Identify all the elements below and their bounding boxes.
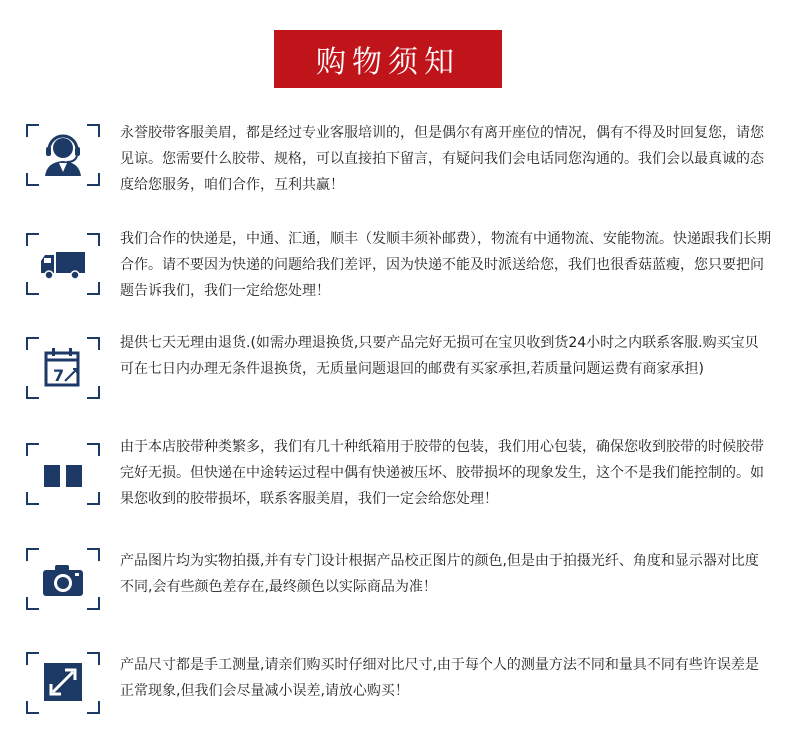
notice-text: 产品图片均为实物拍摄,并有专门设计根据产品校正图片的颜色,但是由于拍摄光纤、角度和显示器对比度不同,会有些颜色差存在,最终颜色以实际商品为准！ bbox=[120, 553, 759, 595]
notice-text: 我们合作的快递是，中通、汇通，顺丰（发顺丰须补邮费），物流有中通物流、安能物流。快递跟我们长期合作。请不要因为快递的问题给我们差评，因为快递不能及时派送给您，我们也很香菇蓝瘦，您只要把问题告诉我们，我们一定给您处理！ bbox=[120, 231, 771, 299]
truck-icon bbox=[39, 241, 87, 287]
page-title: 购物须知 bbox=[274, 30, 502, 88]
svg-text:7: 7 bbox=[53, 366, 65, 385]
notice-text: 提供七天无理由退货.(如需办理退换货,只要产品完好无损可在宝贝收到货24小时之内联系客服.购买宝贝可在七日内办理无条件退换货，无质量问题退回的邮费有买家承担,若质量问题运费有商家承担) bbox=[120, 335, 759, 377]
calendar-7-icon bbox=[39, 345, 87, 391]
notice-text: 由于本店胶带种类繁多，我们有几十种纸箱用于胶带的包装，我们用心包装，确保您收到胶带的时候胶带完好无损。但快递在中途转运过程中偶有快递被压坏、胶带损坏的现象发生，这个不是我们能控制的。如果您收到的胶带损坏，联系客服美眉，我们一定会给您处理！ bbox=[120, 439, 764, 507]
notice-text: 产品尺寸都是手工测量,请亲们购买时仔细对比尺寸,由于每个人的测量方法不同和量具不同有些许误差是正常现象,但我们会尽量减小误差,请放心购买！ bbox=[120, 657, 759, 699]
package-icon bbox=[39, 451, 87, 497]
icon-frame bbox=[26, 548, 100, 610]
icon-frame bbox=[26, 233, 100, 295]
icon-frame bbox=[26, 337, 100, 399]
icon-frame bbox=[26, 443, 100, 505]
icon-frame bbox=[26, 652, 100, 714]
customer-service-icon bbox=[39, 132, 87, 178]
icon-frame bbox=[26, 124, 100, 186]
measure-arrow-icon bbox=[39, 660, 87, 706]
camera-icon bbox=[39, 556, 87, 602]
notice-text: 永誉胶带客服美眉，都是经过专业客服培训的，但是偶尔有离开座位的情况，偶有不得及时回复您，请您见谅。您需要什么胶带、规格，可以直接拍下留言，有疑问我们会电话同您沟通的。我们会以最真诚的态度给您服务，咱们合作，互利共赢！ bbox=[120, 125, 764, 193]
